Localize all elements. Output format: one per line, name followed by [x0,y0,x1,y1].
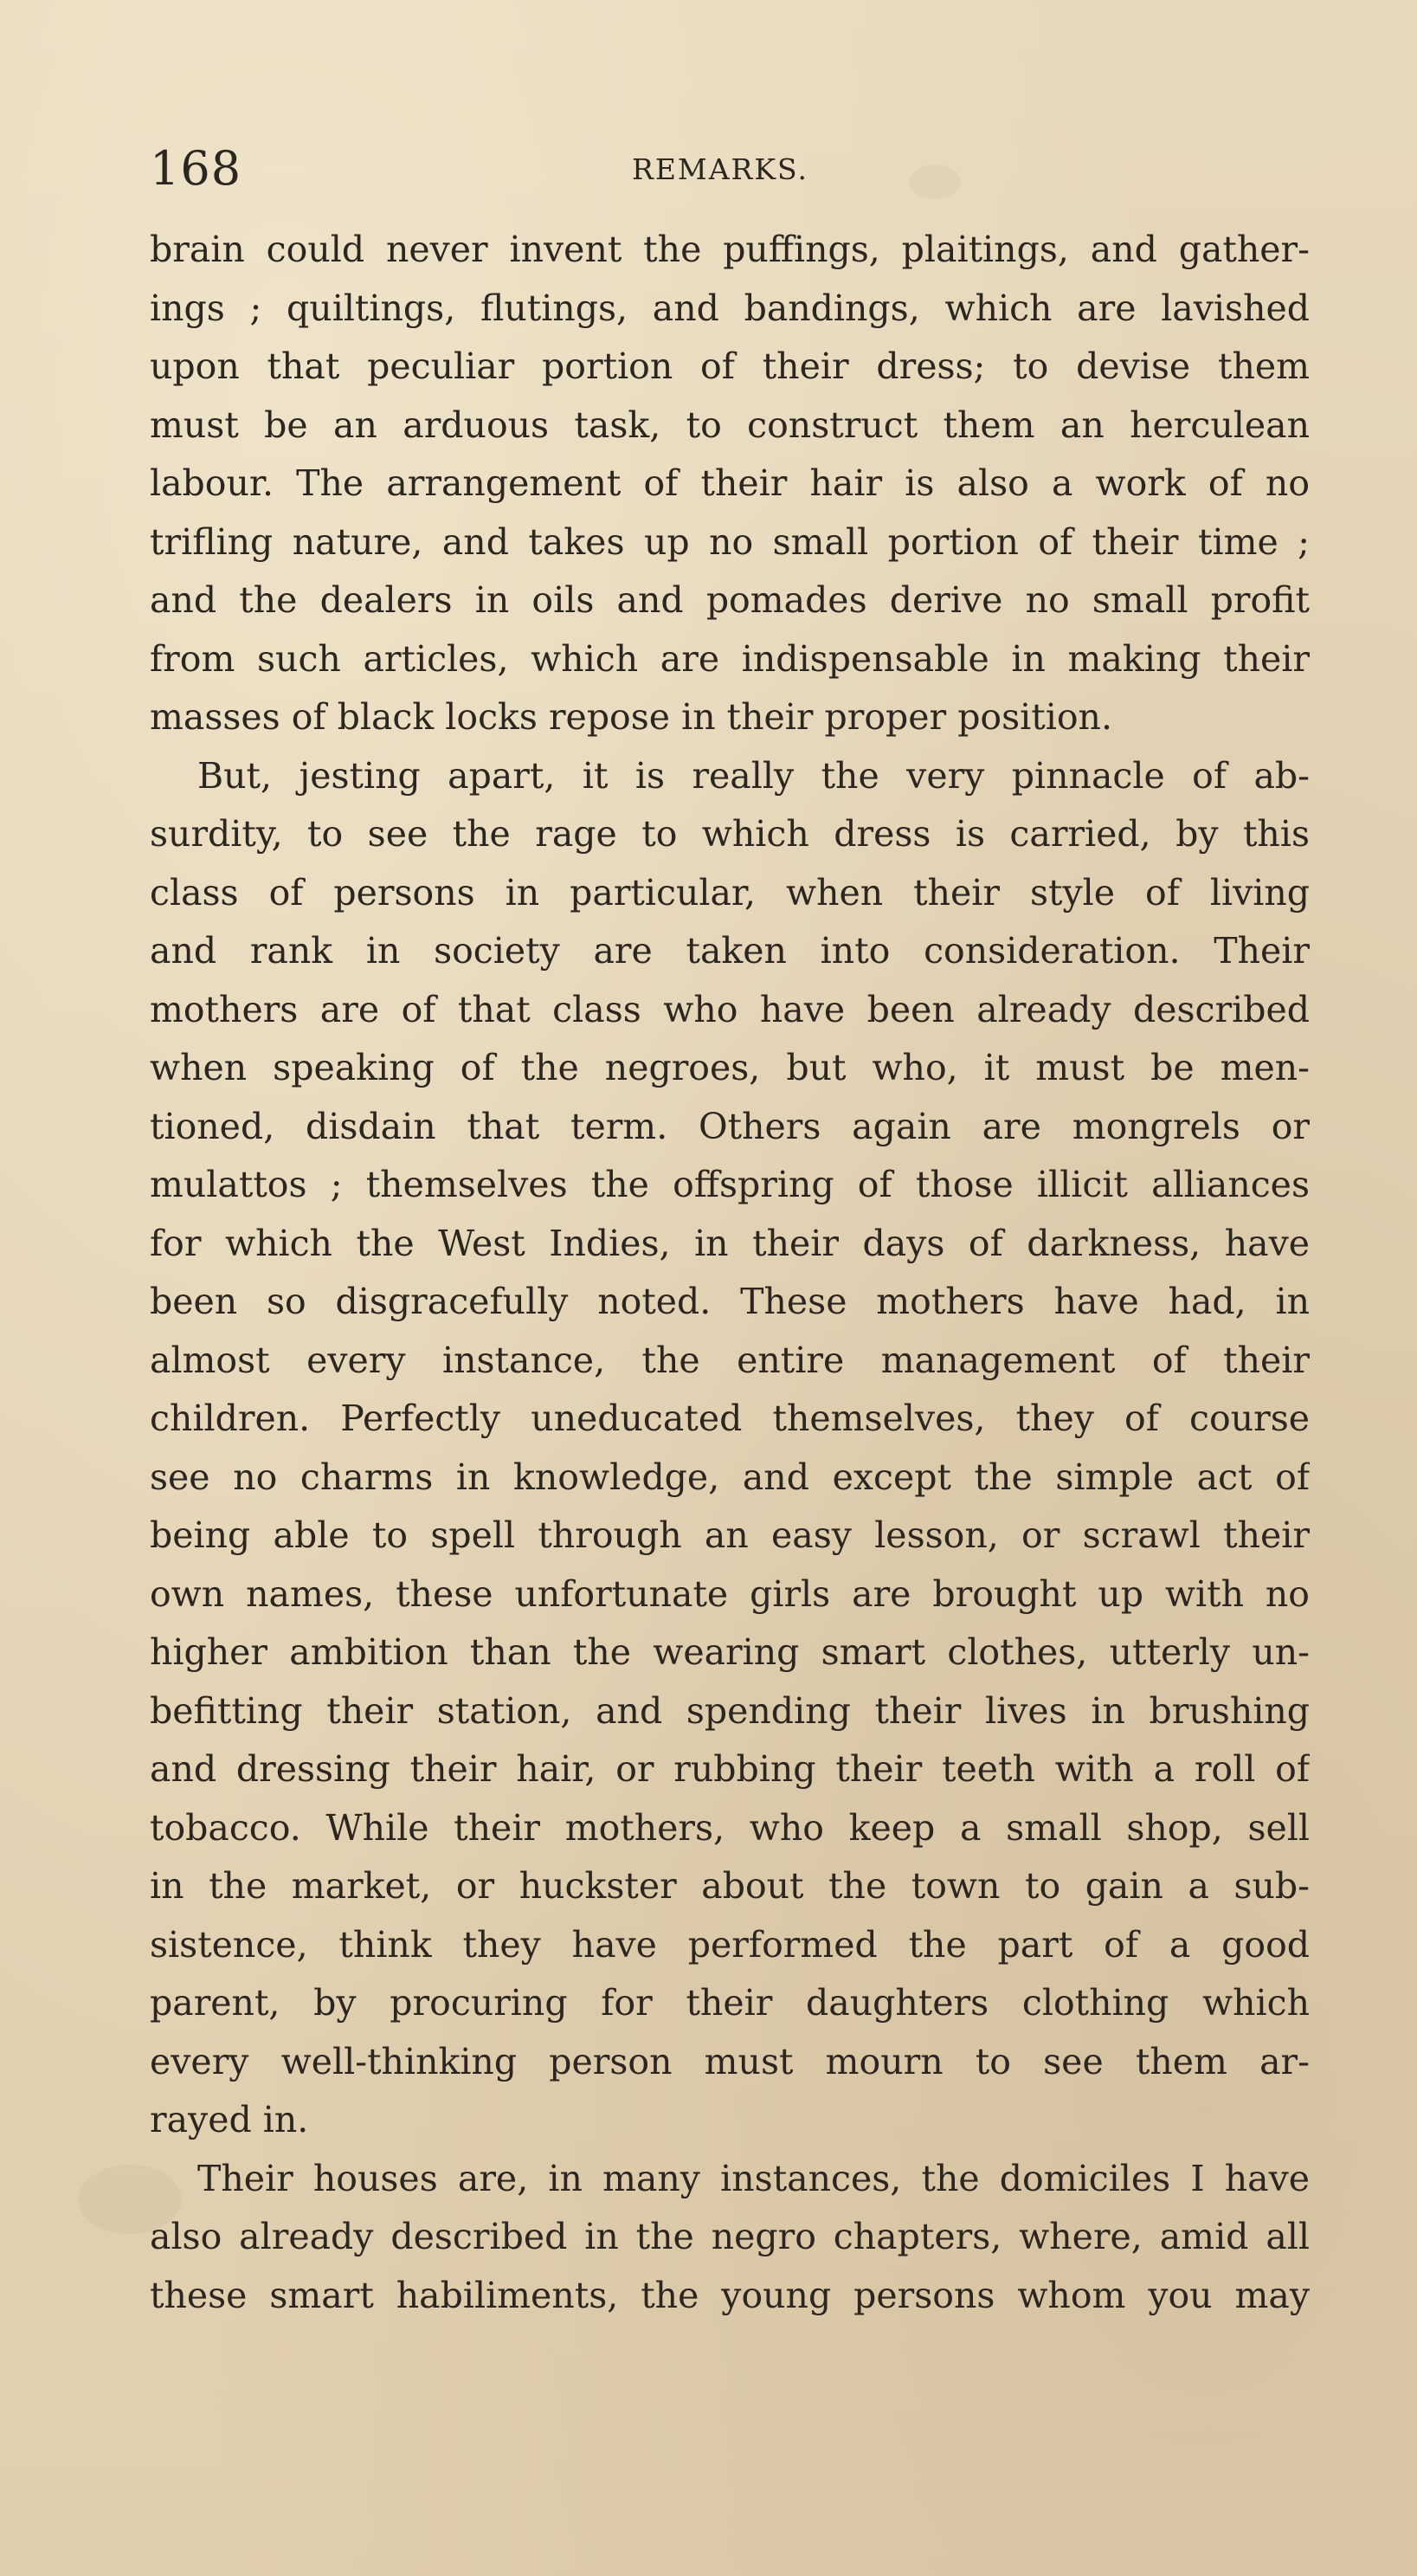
text-line: mothers are of that class who have been already described [150,988,1310,1030]
text-line: mulattos ; themselves the offspring of those illicit alliances [150,1164,1310,1205]
text-line: trifling nature, and takes up no small portion of their time ; [150,520,1310,563]
text-line: also already described in the negro chapters, where, amid all [150,2216,1310,2257]
text-line: every well-thinking person must mourn to see them ar- [150,2040,1310,2082]
text-line: see no charms in knowledge, and except the simple act of [150,1456,1310,1498]
text-line: almost every instance, the entire management of their [150,1339,1310,1381]
body-text [150,221,1310,2325]
text-line: own names, these unfortunate girls are brought up with no [150,1572,1310,1615]
text-line: sistence, think they have performed the part of a good [150,1923,1310,1966]
text-line: these smart habiliments, the young persons whom you may [150,2274,1310,2316]
running-title: REMARKS. [632,152,808,186]
text-line: tobacco. While their mothers, who keep a small shop, sell [150,1806,1310,1849]
text-line: from such articles, which are indispensable in making their [150,637,1310,680]
text-line: and rank in society are taken into consideration. Their [150,930,1310,972]
text-line: surdity, to see the rage to which dress is carried, by this [150,813,1310,855]
text-line: class of persons in particular, when their style of living [150,871,1310,914]
text-line: masses of black locks repose in their proper position. [150,696,1112,738]
text-line: But, jesting apart, it is really the very pinnacle of ab- [197,754,1310,797]
text-line: in the market, or huckster about the town to gain a sub- [150,1865,1310,1907]
text-line: tioned, disdain that term. Others again are mongrels or [150,1105,1310,1147]
text-line: brain could never invent the puffings, plaitings, and gather- [150,229,1310,270]
text-line: Their houses are, in many instances, the domiciles I have [197,2157,1310,2199]
text-line: parent, by procuring for their daughters clothing which [150,1982,1310,2024]
page-number: 168 [150,141,242,196]
text-line: and the dealers in oils and pomades derive no small profit [150,579,1310,621]
text-line: ings ; quiltings, flutings, and bandings, which are lavished [150,287,1310,329]
text-line: rayed in. [150,2099,309,2140]
text-line: when speaking of the negroes, but who, it must be men- [150,1047,1310,1088]
text-line: children. Perfectly uneducated themselves, they of course [150,1398,1310,1439]
text-line: higher ambition than the wearing smart clothes, utterly un- [150,1631,1310,1673]
text-line: been so disgracefully noted. These mothers have had, in [150,1281,1310,1322]
text-line: labour. The arrangement of their hair is also a work of no [150,462,1310,504]
text-line: upon that peculiar portion of their dress; to devise them [150,345,1310,387]
text-line: must be an arduous task, to construct them an herculean [150,404,1310,446]
text-line: being able to spell through an easy lesson, or scrawl their [150,1514,1310,1556]
text-line: and dressing their hair, or rubbing their teeth with a roll of [150,1748,1310,1790]
running-head [150,139,1318,199]
text-line: for which the West Indies, in their days of darkness, have [150,1222,1310,1264]
text-line: befitting their station, and spending their lives in brushing [150,1689,1310,1732]
